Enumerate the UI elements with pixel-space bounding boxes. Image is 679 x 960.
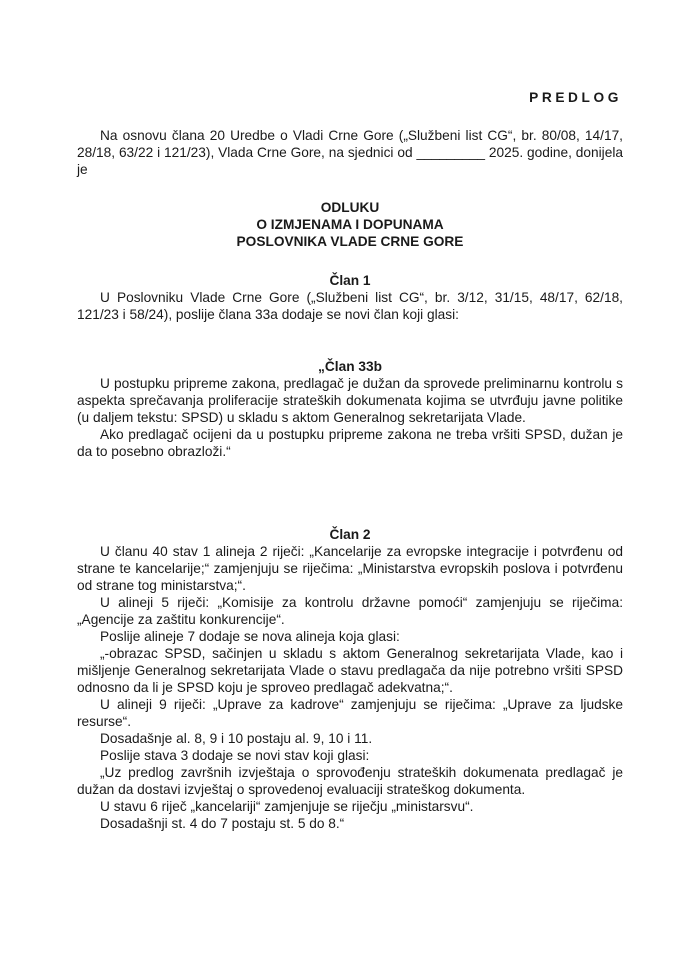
title-line: POSLOVNIKA VLADE CRNE GORE [236,234,464,249]
article-paragraph: U Poslovniku Vlade Crne Gore („Službeni list CG“, br. 3/12, 31/15, 48/17, 62/18, 121/23 i 58/24), poslije člana 33a dodaje se novi član koji glasi: [77,290,623,322]
article-paragraph: Poslije stava 3 dodaje se novi stav koji glasi: [100,748,370,763]
article-paragraph: U alineji 9 riječi: „Uprave za kadrove“ zamjenjuju se riječima: „Uprave za ljudske resurse“. [77,697,623,729]
article-heading: Član 2 [329,527,371,542]
preamble: Na osnovu člana 20 Uredbe o Vladi Crne Gore („Službeni list CG“, br. 80/08, 14/17, 28/18, 63/22 i 121/23), Vlada Crne Gore, na sjednici od _________ 2025. godine, donijela je [77,128,623,177]
document-label: PREDLOG [529,90,622,105]
article-paragraph: U postupku pripreme zakona, predlagač je dužan da sprovede preliminarnu kontrolu s aspekta sprečavanja proliferacije strateških dokumenata kojima se utvrđuju javne politike (u daljem tekstu: SPSD) u skladu s aktom Generalnog sekretarijata Vlade. [77,376,623,425]
article-paragraph: Ako predlagač ocijeni da u postupku pripreme zakona ne treba vršiti SPSD, dužan je da to posebno obrazloži.“ [77,427,623,459]
article-paragraph: U alineji 5 riječi: „Komisije za kontrolu državne pomoći“ zamjenjuju se riječima: „Agencije za zaštitu konkurencije“. [77,595,623,627]
article-paragraph: U članu 40 stav 1 alineja 2 riječi: „Kancelarije za evropske integracije i potvrđenu od strane te kancelarije;“ zamjenjuju se riječima: „Ministarstva evropskih poslova i potvrđenu od strane tog ministarstva;“. [77,544,623,593]
article-heading: Član 1 [329,273,371,288]
preamble-section [77,127,623,178]
article-paragraph: U stavu 6 riječ „kancelariji“ zamjenjuje se riječju „ministarsvu“. [100,799,474,814]
article-paragraph: Poslije alineje 7 dodaje se nova alineja koja glasi: [100,629,400,644]
title-line: O IZMJENAMA I DOPUNAMA [256,217,444,232]
article-2 [77,526,623,832]
article-heading: „Član 33b [318,359,382,374]
article-paragraph: „Uz predlog završnih izvještaja o sprovođenju strateških dokumenata predlagač je dužan da dostavi izvještaj o sprovedenoj evaluaciji strateškog dokumenta. [77,765,623,797]
article-paragraph: Dosadašnji st. 4 do 7 postaju st. 5 do 8.“ [100,816,345,831]
article-paragraph: „-obrazac SPSD, sačinjen u skladu s aktom Generalnog sekretarijata Vlade, kao i mišljenje Generalnog sekretarijata Vlade o stavu predlagača da nije potrebno vršiti SPSD odnosno da li je SPSD koju je sproveo predlagač adekvatna;“. [77,646,623,695]
title-line: ODLUKU [320,200,380,215]
article-33b [77,358,623,460]
document-title [77,199,623,250]
article-1 [77,272,623,323]
article-paragraph: Dosadašnje al. 8, 9 i 10 postaju al. 9, 10 i 11. [100,731,373,746]
